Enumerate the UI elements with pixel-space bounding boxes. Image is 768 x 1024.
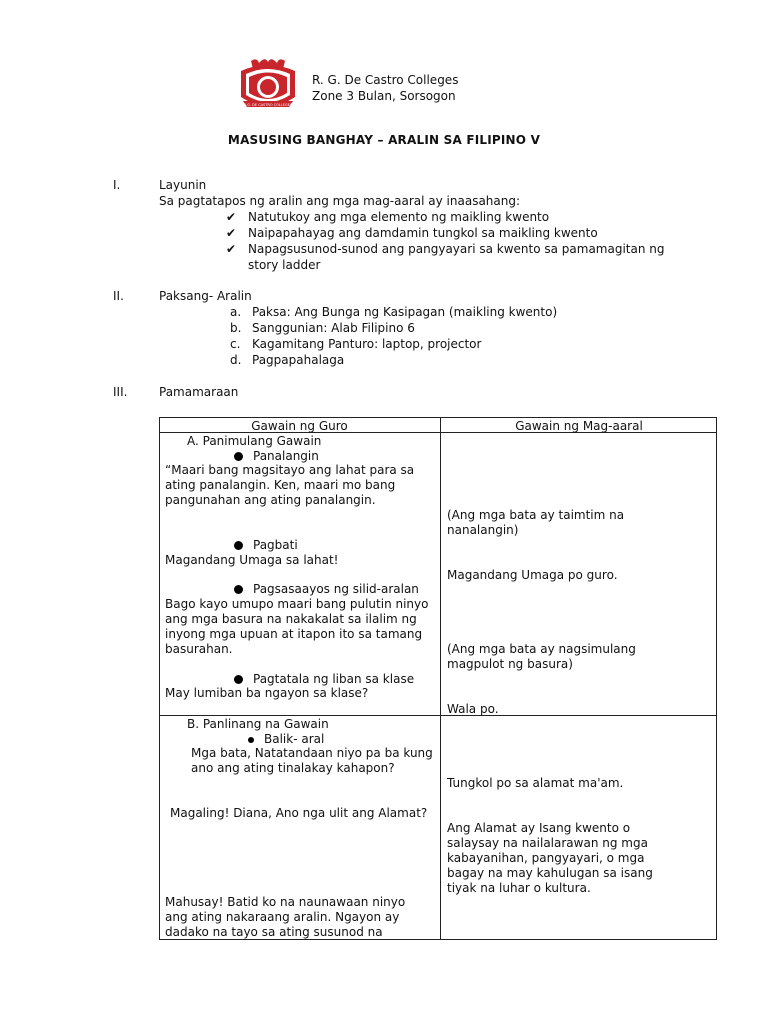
topic-item: d. Pagpapahalaga	[230, 353, 345, 367]
check-icon: ✔	[226, 242, 237, 256]
column-header-teacher: Gawain ng Guro	[251, 419, 348, 433]
section-1-number: I.	[113, 178, 121, 192]
check-icon: ✔	[226, 210, 237, 224]
objective-item-continuation: story ladder	[248, 258, 321, 272]
student-pagbati: Magandang Umaga po guro.	[447, 568, 618, 582]
balik-aral-text: Mga bata, Natatandaan niyo pa ba kung ano ang ating tinalakay kahapon?	[191, 746, 433, 775]
section-1-intro: Sa pagtatapos ng aralin ang mga mag-aaral ay inaasahang:	[159, 194, 521, 208]
part-a-title: A. Panimulang Gawain	[187, 434, 322, 448]
school-name: R. G. De Castro Colleges	[312, 73, 459, 87]
pagbati-bullet: Pagbati	[234, 538, 298, 553]
pagbati-text: Magandang Umaga sa lahat!	[165, 553, 339, 567]
pagtatala-bullet: Pagtatala ng liban sa klase	[234, 672, 414, 687]
magaling-text: Magaling! Diana, Ano nga ulit ang Alamat?	[170, 806, 428, 820]
school-info	[312, 72, 458, 104]
student-pagsasaayos: (Ang mga bata ay nagsimulang magpulot ng basura)	[447, 642, 636, 671]
pagtatala-text: May lumiban ba ngayon sa klase?	[165, 686, 369, 700]
pagsasaayos-text: Bago kayo umupo maari bang pulutin ninyo ang mga basura na nakakalat sa ilalim ng inyong mga upuan at itapon ito sa tamang basurahan.	[165, 597, 429, 656]
topic-item: a. Paksa: Ang Bunga ng Kasipagan (maikling kwento)	[230, 305, 558, 319]
panalangin-bullet: Panalangin	[234, 449, 319, 464]
table-row-divider	[159, 715, 717, 716]
student-alamat: Ang Alamat ay Isang kwento o salaysay na nailalarawan ng mga kabayanihan, pangyayari, o mga bagay na may kahulugan sa isang tiyak na luhar o kultura.	[447, 821, 653, 895]
objective-item: ✔ Napagsusunod-sunod ang pangyayari sa kwento sa pamamagitan ng	[226, 242, 665, 256]
student-panalangin: (Ang mga bata ay taimtim na nanalangin)	[447, 508, 625, 537]
logo-text: R.G. DE CASTRO COLLEGES	[243, 103, 293, 107]
student-pagtatala: Wala po.	[447, 702, 499, 716]
school-address: Zone 3 Bulan, Sorsogon	[312, 89, 456, 103]
section-3-number: III.	[113, 385, 128, 399]
panalangin-text: “Maari bang magsitayo ang lahat para sa ating panalangin. Ken, maari mo bang pangunahan ang ating panalangin.	[165, 463, 415, 507]
check-icon: ✔	[226, 226, 237, 240]
column-header-student: Gawain ng Mag-aaral	[515, 419, 643, 433]
section-3-heading: Pamamaraan	[159, 385, 239, 399]
document-title: MASUSING BANGHAY – ARALIN SA FILIPINO V	[227, 133, 541, 147]
table-column-divider	[440, 417, 441, 940]
part-b-title: B. Panlinang na Gawain	[187, 717, 329, 731]
topic-item: c. Kagamitang Panturo: laptop, projector	[230, 337, 482, 351]
section-2-heading: Paksang- Aralin	[159, 289, 252, 303]
objective-item: ✔ Natutukoy ang mga elemento ng maikling kwento	[226, 210, 550, 224]
school-logo	[237, 57, 299, 115]
section-2-number: II.	[113, 289, 124, 303]
student-tungkol: Tungkol po sa alamat ma'am.	[447, 776, 624, 790]
objective-item: ✔ Naipapahayag ang damdamin tungkol sa maikling kwento	[226, 226, 598, 240]
section-1-heading: Layunin	[159, 178, 207, 192]
topic-item: b. Sanggunian: Alab Filipino 6	[230, 321, 415, 335]
balik-aral-bullet: Balik- aral	[248, 732, 324, 747]
mahusay-text: Mahusay! Batid ko na naunawaan ninyo ang ating nakaraang aralin. Ngayon ay dadako na tayo sa ating susunod na	[165, 895, 406, 939]
pagsasaayos-bullet: Pagsasaayos ng silid-aralan	[234, 582, 419, 597]
